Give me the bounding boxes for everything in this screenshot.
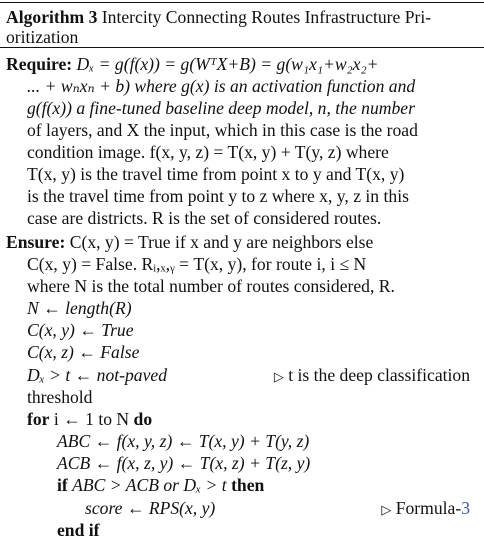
require-line-8: case are districts. R is the set of considered routes.: [27, 208, 382, 228]
formula-reference-link[interactable]: 3: [461, 498, 470, 518]
algorithm-label: Algorithm 3: [6, 7, 98, 27]
cxy-true-line: C(x, y) ← True: [27, 320, 134, 340]
require-line-7: is the travel time from point y to z where x, y, z in this: [27, 186, 409, 206]
algorithm-block: Algorithm 3 Intercity Connecting Routes Infrastructure Pri- oritization Require: Dₓ = g(f(x)) = g(WᵀX+B) = g(w₁x₁+w₂x₂+ ... + wₙxₙ + b) where g(x) is an activation function and g(f(x)) a fine-tuned baseline deep model, n, the number of layers, and X the input, which in this case is the road condition image. f(x, y, z) = T(x, y) + T(y, z) where T(x, y) is the travel time from point x to y and T(x, y) is the travel time from point y to z where x, y, z in this case are districts. R is the set of considered routes. Ensure: C(x, y) = True if x and y are neighbors else C(x, y) = False. Rᵢ,ₓ,ᵧ = T(x, y), for route i, i ≤ N where N is the total number of routes considered, R. N ← length(R) C(x, y) ← True C(x, z) ← False Dₓ > t ← not-paved ▷ t is the deep classification threshold for i ← 1 to N do ABC ← f(x, y, z) ← T(x, y) + T(y, z) ACB ← f(x, z, y) ← T(x, z) + T(z, y) if ABC > ACB or Dₓ > t then score ← RPS(x, y) ▷ Formula-3 end if: [0, 0, 484, 555]
end-if-line: end if: [57, 520, 100, 540]
dx-comment-continuation: threshold: [27, 387, 93, 407]
cxz-false-line: C(x, z) ← False: [27, 342, 140, 362]
require-line-5: condition image. f(x, y, z) = T(x, y) + T(y, z) where: [27, 142, 389, 162]
require-line-4: of layers, and X the input, which in this case is the road: [27, 120, 418, 140]
algorithm-title-line-1: [6, 6, 484, 28]
require-line-1: Require: Dₓ = g(f(x)) = g(WᵀX+B) = g(w₁x₁+w₂x₂+: [6, 54, 379, 74]
ensure-line-3: where N is the total number of routes considered, R.: [27, 276, 395, 296]
comment-triangle-icon: ▷: [273, 369, 284, 384]
ensure-line-2: C(x, y) = False. Rᵢ,ₓ,ᵧ = T(x, y), for route i, i ≤ N: [27, 254, 367, 274]
algorithm-title: Intercity Connecting Routes Infrastructure Pri-: [101, 7, 432, 27]
abc-line: ABC ← f(x, y, z) ← T(x, y) + T(y, z): [57, 431, 310, 451]
n-assign-line: N ← length(R): [27, 298, 132, 318]
ensure-line-1: Ensure: C(x, y) = True if x and y are neighbors else: [6, 232, 374, 252]
top-rule: [0, 2, 484, 3]
acb-line: ACB ← f(x, z, y) ← T(x, z) + T(z, y): [57, 453, 311, 473]
dx-line: Dₓ > t ← not-paved ▷ t is the deep classification: [27, 364, 484, 386]
require-line-6: T(x, y) is the travel time from point x to y and T(x, y): [27, 164, 405, 184]
if-line: if ABC > ACB or Dₓ > t then: [57, 475, 265, 495]
score-line: score ← RPS(x, y): [85, 498, 216, 518]
for-line: for i ← 1 to N do: [27, 409, 153, 429]
require-line-2: ... + wₙxₙ + b) where g(x) is an activation function and: [27, 76, 416, 96]
title-rule: [0, 47, 484, 48]
require-keyword: Require:: [6, 54, 73, 74]
require-line-3: g(f(x)) a fine-tuned baseline deep model, n, the number: [27, 98, 415, 118]
algorithm-title-line-2: oritization: [6, 27, 79, 47]
dx-comment: ▷ t is the deep classification: [273, 365, 470, 385]
comment-triangle-icon: ▷: [381, 502, 392, 517]
ensure-keyword: Ensure:: [6, 232, 66, 252]
